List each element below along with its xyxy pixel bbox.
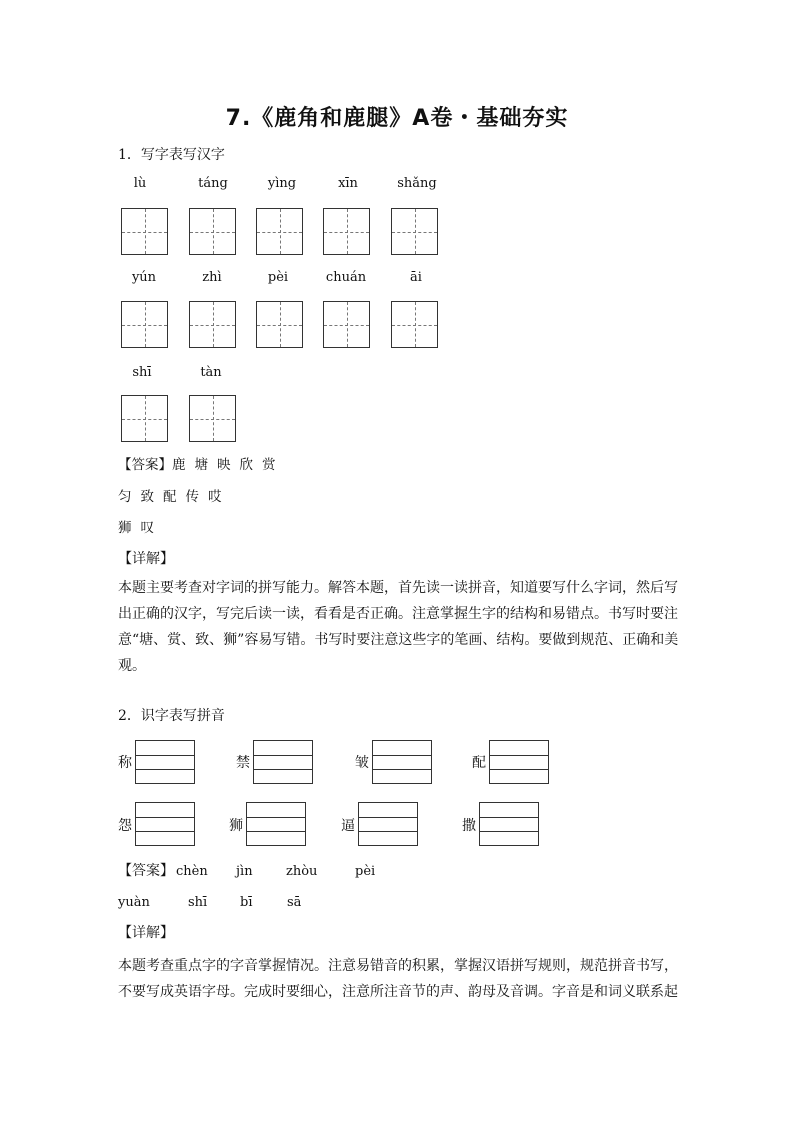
- answer-char: 狮: [118, 520, 132, 536]
- q2-char: 禁: [236, 755, 250, 771]
- q1-answer-line1: [118, 455, 285, 475]
- q2-char: 皱: [355, 755, 369, 771]
- q2-answer-pinyin: jìn: [236, 864, 253, 879]
- q1-answer-line2: [118, 487, 231, 507]
- answer-char: 塘: [194, 457, 208, 473]
- tianzige-box[interactable]: [189, 301, 236, 348]
- q2-char: 狮: [229, 818, 243, 834]
- tianzige-box[interactable]: [189, 208, 236, 255]
- answer-char: 映: [217, 457, 231, 473]
- q2-answer-pinyin: pèi: [355, 864, 376, 879]
- answer-char: 匀: [118, 489, 132, 505]
- answer-label: 【答案】: [118, 457, 172, 473]
- q2-detail-text: 本题考查重点字的字音掌握情况。注意易错音的积累，掌握汉语拼写规则，规范拼音书写，不要写成英语字母。完成时要细心，注意所注音节的声、韵母及音调。字音是和词义联系起: [118, 958, 678, 1000]
- answer-char: 传: [185, 489, 199, 505]
- tianzige-box[interactable]: [256, 208, 303, 255]
- tianzige-box[interactable]: [323, 208, 370, 255]
- q1-pinyin: pèi: [267, 270, 289, 285]
- pinyin-four-line-box[interactable]: [479, 802, 539, 846]
- q1-detail-text: 本题主要考查对字词的拼写能力。解答本题，首先读一读拼音，知道要写什么字词，然后写出正确的汉字，写完后读一读，看看是否正确。注意掌握生字的结构和易错点。书写时要注意“塘、赏、致、狮”容易写错。书写时要注意这些字的笔画、结构。要做到规范、正确和美观。: [118, 580, 679, 674]
- q2-char: 逼: [341, 818, 355, 834]
- q1-pinyin: lù: [133, 176, 147, 191]
- q2-answer-pinyin: yuàn: [118, 895, 150, 910]
- q1-pinyin: shǎng: [397, 176, 437, 191]
- q1-heading: 1．写字表写汉字: [118, 147, 225, 163]
- tianzige-box[interactable]: [391, 301, 438, 348]
- tianzige-box[interactable]: [121, 395, 168, 442]
- pinyin-four-line-box[interactable]: [358, 802, 418, 846]
- q2-char: 怨: [118, 818, 132, 834]
- q2-detail-label: 【详解】: [118, 925, 174, 941]
- q2-answer-pinyin: chèn: [176, 864, 208, 879]
- q2-heading: 2．识字表写拼音: [118, 708, 225, 724]
- q1-pinyin: táng: [198, 176, 228, 191]
- answer-char: 叹: [140, 520, 154, 536]
- q2-char: 撒: [462, 818, 476, 834]
- tianzige-box[interactable]: [121, 301, 168, 348]
- q1-pinyin: chuán: [325, 270, 367, 285]
- q2-char: 称: [118, 755, 132, 771]
- pinyin-four-line-box[interactable]: [253, 740, 313, 784]
- answer-char: 哎: [208, 489, 222, 505]
- pinyin-four-line-box[interactable]: [246, 802, 306, 846]
- q2-answer-pinyin: zhòu: [286, 864, 318, 879]
- q2-answer-pinyin: bī: [240, 895, 253, 910]
- page-title: 7.《鹿角和鹿腿》A卷・基础夯实: [225, 106, 569, 131]
- q2-answer-pinyin: shī: [188, 895, 208, 910]
- q1-detail-label: 【详解】: [118, 551, 174, 567]
- q1-pinyin: āi: [410, 270, 422, 285]
- answer-char: 赏: [262, 457, 276, 473]
- tianzige-box[interactable]: [121, 208, 168, 255]
- pinyin-four-line-box[interactable]: [372, 740, 432, 784]
- pinyin-four-line-box[interactable]: [135, 740, 195, 784]
- q1-pinyin: shī: [132, 365, 152, 380]
- tianzige-box[interactable]: [391, 208, 438, 255]
- tianzige-box[interactable]: [256, 301, 303, 348]
- q1-answer-line3: [118, 518, 163, 538]
- q1-pinyin: xīn: [338, 176, 358, 191]
- q2-answer-pinyin: sā: [287, 895, 302, 910]
- pinyin-four-line-box[interactable]: [489, 740, 549, 784]
- q1-pinyin: zhì: [202, 270, 222, 285]
- answer-char: 配: [163, 489, 177, 505]
- answer-char: 鹿: [172, 457, 186, 473]
- q2-char: 配: [472, 755, 486, 771]
- tianzige-box[interactable]: [323, 301, 370, 348]
- answer-char: 致: [140, 489, 154, 505]
- answer-char: 欣: [239, 457, 253, 473]
- q1-pinyin: yìng: [267, 176, 297, 191]
- q1-pinyin: tàn: [200, 365, 222, 380]
- q1-pinyin: yún: [131, 270, 157, 285]
- tianzige-box[interactable]: [189, 395, 236, 442]
- q2-answer-label: 【答案】: [118, 863, 174, 879]
- pinyin-four-line-box[interactable]: [135, 802, 195, 846]
